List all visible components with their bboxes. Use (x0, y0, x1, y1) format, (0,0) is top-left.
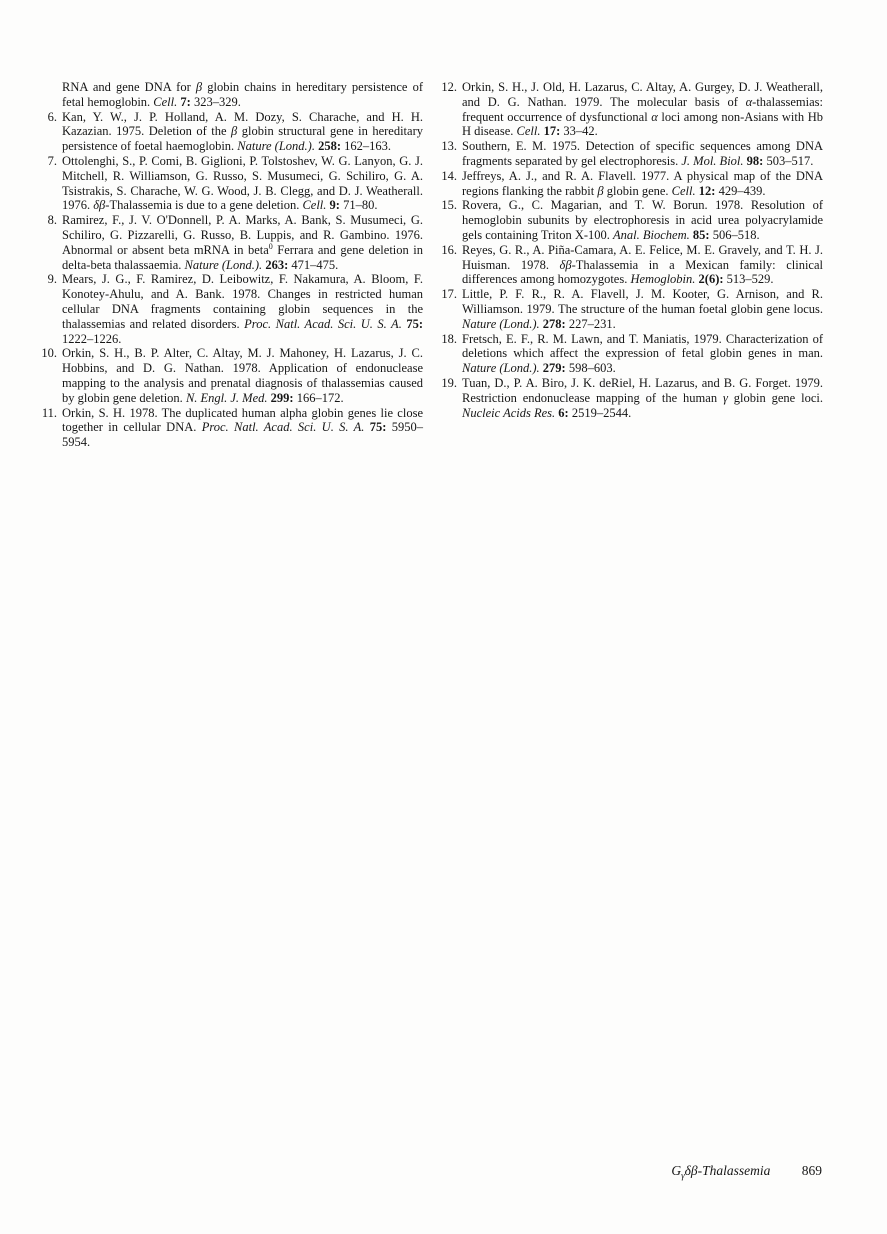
text-segment: Orkin, S. H., J. Old, H. Lazarus, C. Altay, A. Gurgey, D. J. Weatherall, and D. G. Nathan. 1979. The molecular basis of (462, 80, 823, 109)
reference-text (62, 406, 423, 450)
text-segment: β (231, 124, 238, 139)
text-segment: Proc. Natl. Acad. Sci. U. S. A. (201, 420, 365, 435)
text-segment: δβ (559, 257, 572, 272)
text-segment: 323–329. (190, 94, 241, 109)
reference-item (438, 139, 823, 169)
text-segment: 2519–2544. (568, 405, 632, 420)
text-segment: N. Engl. J. Med. (185, 390, 268, 405)
text-segment: 33–42. (560, 124, 598, 139)
reference-text (462, 332, 823, 376)
reference-text (462, 169, 823, 199)
reference-number: 10. (41, 346, 57, 361)
text-segment: 6: (558, 405, 569, 420)
text-segment: 162–163. (341, 139, 392, 154)
text-segment: 71–80. (339, 198, 378, 213)
text-segment: -Thalassemia is due to a gene deletion. (105, 198, 303, 213)
page-number: 869 (801, 1163, 822, 1178)
reference-item (438, 80, 823, 139)
text-segment: Hemoglobin. (630, 272, 696, 287)
text-segment: Cell. (302, 198, 327, 213)
text-segment: 17: (543, 124, 561, 139)
reference-number: 14. (441, 168, 457, 183)
reference-item (38, 154, 423, 213)
text-segment: 513–529. (723, 272, 774, 287)
reference-number: 8. (47, 213, 57, 228)
reference-continuation (38, 80, 423, 110)
text-segment: Cell. (671, 183, 696, 198)
text-segment: loci among non-Asians with Hb H disease. (462, 109, 823, 139)
reference-item (438, 332, 823, 376)
reference-number: 18. (441, 331, 457, 346)
reference-number (38, 80, 62, 110)
text-segment: Tuan, D., P. A. Biro, J. K. deRiel, H. Lazarus, and B. G. Forget. 1979. Restriction endonuclease mapping of the human (462, 375, 823, 405)
reference-list-left (38, 110, 423, 450)
text-segment: 75: (369, 420, 387, 435)
text-segment: 98: (746, 153, 764, 168)
text-segment: 7: (180, 94, 191, 109)
reference-text (462, 243, 823, 287)
text-segment: Ferrara and gene deletion in delta-beta thalassaemia. (62, 242, 423, 272)
text-segment: α (651, 109, 658, 124)
text-segment: 506–518. (709, 227, 760, 242)
text-segment: 503–517. (763, 153, 814, 168)
reference-number: 7. (47, 153, 57, 168)
text-segment: β (195, 80, 203, 94)
text-segment: 12: (698, 183, 716, 198)
text-segment: 429–439. (715, 183, 766, 198)
text-segment: δβ-Thalassemia (684, 1163, 771, 1178)
text-segment: Nature (Lond.). (184, 257, 263, 272)
reference-number: 15. (441, 198, 457, 213)
page-footer (671, 1163, 822, 1179)
reference-text (462, 198, 823, 242)
text-segment: globin structural gene in hereditary persistence of foetal haemoglobin. (62, 124, 423, 154)
reference-item (38, 406, 423, 450)
reference-number: 9. (47, 272, 57, 287)
reference-item (38, 110, 423, 154)
reference-item (438, 198, 823, 242)
text-segment: Anal. Biochem. (613, 227, 690, 242)
text-segment: Orkin, S. H., B. P. Alter, C. Altay, M. J. Mahoney, H. Lazarus, J. C. Hobbins, and D. G. Nathan. 1978. Application of endonuclease mapping to the analysis and prenatal diagnosis of thalassemias caused by globin gene deletion. (62, 346, 423, 405)
reference-item (438, 169, 823, 199)
reference-item (38, 272, 423, 346)
text-segment: 2(6): (698, 272, 724, 287)
text-segment: 258: (318, 139, 342, 154)
text-segment: Nature (Lond.). (462, 316, 540, 331)
reference-text (62, 272, 423, 346)
text-segment: 299: (270, 390, 294, 405)
text-segment: G (671, 1163, 682, 1178)
text-segment: RNA and gene DNA for (62, 80, 196, 94)
text-segment: Ottolenghi, S., P. Comi, B. Giglioni, P. Tolstoshev, W. G. Lanyon, G. J. Mitchell, R. Williamson, G. Russo, S. Musumeci, G. Schiliro, G. A. Tsistrakis, S. Charache, W. G. Wood, J. B. Clegg, and D. J. Weatherall. 1976. (62, 153, 423, 213)
text-segment: Jeffreys, A. J., and R. A. Flavell. 1977. A physical map of the DNA regions flanking the rabbit (462, 168, 823, 198)
reference-number: 6. (47, 109, 57, 124)
text-segment: Cell. (516, 124, 541, 139)
reference-number: 11. (41, 405, 57, 420)
text-segment: β (597, 183, 604, 198)
text-segment: 85: (692, 227, 710, 242)
text-segment: Kan, Y. W., J. P. Holland, A. M. Dozy, S. Charache, and H. H. Kazazian. 1975. Deletion of the (62, 109, 423, 139)
text-segment: 279: (542, 361, 566, 376)
running-title (671, 1163, 771, 1181)
text-segment: Southern, E. M. 1975. Detection of specific sequences among DNA fragments separated by gel electrophoresis. (462, 139, 823, 168)
text-segment: globin gene loci. (727, 390, 823, 405)
reference-item (38, 346, 423, 405)
reference-text (462, 80, 823, 139)
text-segment: Nature (Lond.). (462, 361, 540, 376)
reference-text (462, 376, 823, 420)
reference-item (438, 287, 823, 331)
text-segment: Orkin, S. H. 1978. The duplicated human alpha globin genes lie close together in cellular DNA. (62, 405, 423, 435)
text-segment: 1222–1226. (62, 331, 122, 346)
text-segment: γ (722, 390, 728, 405)
reference-number: 16. (441, 242, 457, 257)
reference-item (38, 213, 423, 272)
reference-item (438, 376, 823, 420)
text-segment: δβ (93, 198, 106, 213)
reference-number: 17. (441, 287, 457, 302)
reference-number: 19. (441, 375, 457, 390)
text-segment: Nature (Lond.). (237, 139, 315, 154)
text-segment: 9: (329, 198, 340, 213)
text-segment: J. Mol. Biol. (681, 153, 744, 168)
text-segment: Little, P. F. R., R. A. Flavell, J. M. Kooter, G. Arnison, and R. Williamson. 1979. The structure of the human foetal globin gene locus. (462, 287, 823, 316)
reference-text (62, 80, 423, 110)
reference-text (462, 139, 823, 169)
text-segment: 75: (406, 316, 423, 331)
text-segment: 166–172. (293, 390, 344, 405)
text-segment: globin gene. (603, 183, 672, 198)
reference-number: 12. (441, 80, 457, 94)
text-segment: 471–475. (288, 257, 339, 272)
reference-text (62, 154, 423, 213)
left-column (38, 80, 423, 450)
text-segment: Ramirez, F., J. V. O'Donnell, P. A. Marks, A. Bank, S. Musumeci, G. Schiliro, G. Pizzarelli, G. Russo, B. Luppis, and R. Gambino. 1976. Abnormal or absent beta mRNA in beta (62, 213, 423, 257)
reference-number: 13. (441, 139, 457, 154)
text-segment: globin chains in hereditary persistence of fetal hemoglobin. (62, 80, 423, 109)
reference-list-right (438, 80, 823, 420)
reference-text (62, 346, 423, 405)
text-segment: Cell. (153, 94, 178, 109)
text-segment: α (745, 94, 753, 109)
text-segment: γ (681, 1170, 685, 1181)
text-segment: 278: (542, 316, 566, 331)
reference-item (438, 243, 823, 287)
text-segment: Proc. Natl. Acad. Sci. U. S. A. (244, 316, 402, 331)
text-segment: Fretsch, E. F., R. M. Lawn, and T. Maniatis, 1979. Characterization of deletions which affect the expression of fetal globin genes in man. (462, 331, 823, 361)
text-segment: 5950–5954. (62, 420, 424, 450)
text-segment: Mears, J. G., F. Ramirez, D. Leibowitz, F. Nakamura, A. Bloom, F. Konotey-Ahulu, and A. Bank. 1978. Changes in restricted human cellular DNA fragments containing globin sequences in the thalassemias and related disorders. (62, 272, 423, 331)
text-segment: -Thalassemia in a Mexican family: clinical differences among homozygotes. (462, 257, 824, 287)
reference-text (462, 287, 823, 331)
text-segment: Reyes, G. R., A. Piña-Camara, A. E. Felice, M. E. Gravely, and T. H. J. Huisman. 1978. (462, 242, 823, 272)
text-segment: Nucleic Acids Res. (462, 405, 556, 420)
reference-columns (38, 80, 824, 450)
text-segment: 227–231. (565, 316, 616, 331)
text-segment: 598–603. (565, 361, 616, 376)
text-segment: 263: (265, 257, 289, 272)
text-segment: 0 (268, 241, 273, 251)
text-segment: -thalassemias: frequent occurrence of dysfunctional (462, 94, 823, 124)
text-segment: Rovera, G., C. Magarian, and T. W. Borun. 1978. Resolution of hemoglobin subunits by electrophoresis in acid urea polyacrylamide gels containing Triton X-100. (462, 198, 823, 242)
reference-text (62, 110, 423, 154)
reference-text (62, 213, 423, 272)
right-column (438, 80, 823, 450)
